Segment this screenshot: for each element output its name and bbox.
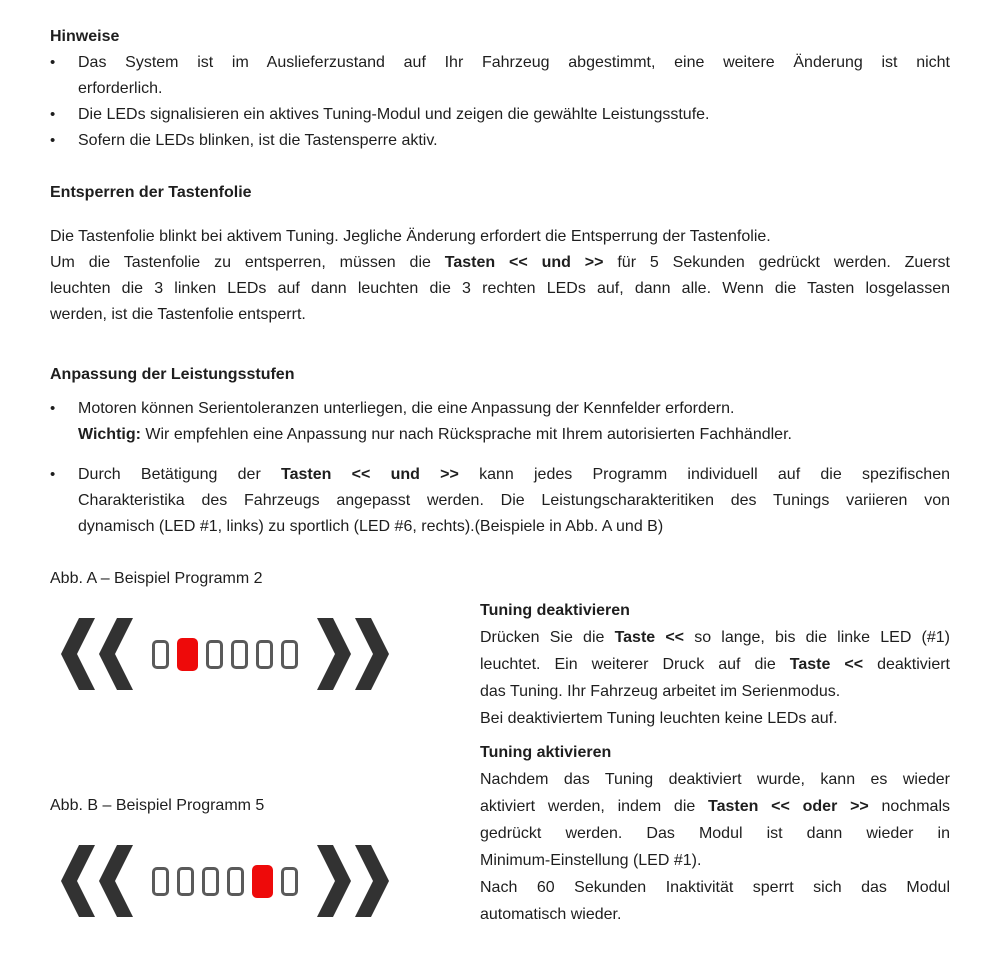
led-inactive xyxy=(202,867,219,896)
section-anpassung xyxy=(50,362,950,540)
anpassung-bullet-list xyxy=(50,396,950,540)
text-line: werden, ist die Tastenfolie entsperrt. xyxy=(50,306,306,323)
text-line: automatisch wieder. xyxy=(480,906,622,923)
section-hinweise xyxy=(50,24,950,154)
text-line: Sofern die LEDs blinken, ist die Tastensperre aktiv. xyxy=(78,132,438,149)
tuning-text-column xyxy=(480,566,950,928)
text-line: Wichtig: Wir empfehlen eine Anpassung nur nach Rücksprache mit Ihrem autorisierten Fachhändler. xyxy=(78,426,792,443)
led-inactive xyxy=(206,640,223,669)
text-line: Drücken Sie die Taste << so lange, bis die linke LED (#1) xyxy=(480,629,950,646)
double-chevron-left-icon xyxy=(60,845,134,917)
list-item-text xyxy=(78,462,950,540)
text-line: Charakteristika des Fahrzeugs angepasst werden. Die Leistungscharakteritiken des Tunings variieren von xyxy=(78,492,950,509)
deaktivieren-note xyxy=(480,705,950,732)
figure-a-led-display xyxy=(60,618,480,690)
list-item xyxy=(50,128,950,154)
figure-b-label: Abb. B – Beispiel Programm 5 xyxy=(50,797,265,814)
text-line: Bei deaktiviertem Tuning leuchten keine LEDs auf. xyxy=(480,710,838,727)
led-active xyxy=(177,638,198,671)
double-chevron-left-icon xyxy=(60,618,134,690)
text-line: Nachdem das Tuning deaktiviert wurde, kann es wieder xyxy=(480,771,950,788)
led-row xyxy=(152,638,298,671)
list-item xyxy=(50,50,950,102)
list-item-text xyxy=(78,128,950,154)
aktivieren-paragraph xyxy=(480,766,950,874)
two-column-area xyxy=(50,566,950,928)
text-line: Motoren können Serientoleranzen unterliegen, die eine Anpassung der Kennfelder erfordern. xyxy=(78,400,735,417)
section-heading-entsperren: Entsperren der Tastenfolie xyxy=(50,184,252,201)
text-line: leuchten die 3 linken LEDs auf dann leuchten die 3 rechten LEDs auf, dann alle. Wenn die Tasten losgelassen xyxy=(50,280,950,297)
list-item-text xyxy=(78,396,950,448)
text-line: gedrückt werden. Das Modul ist dann wieder in xyxy=(480,825,950,842)
text-line: Um die Tastenfolie zu entsperren, müssen die Tasten << und >> für 5 Sekunden gedrückt werden. Zuerst xyxy=(50,254,950,271)
text-line: Die LEDs signalisieren ein aktives Tuning-Modul und zeigen die gewählte Leistungsstufe. xyxy=(78,106,710,123)
figure-a-label: Abb. A – Beispiel Programm 2 xyxy=(50,570,263,587)
text-line: Durch Betätigung der Tasten << und >> kann jedes Programm individuell auf die spezifischen xyxy=(78,466,951,483)
text-line: dynamisch (LED #1, links) zu sportlich (LED #6, rechts).(Beispiele in Abb. A und B) xyxy=(78,518,664,535)
bullet-icon: • xyxy=(50,54,56,71)
bullet-icon: • xyxy=(50,400,56,417)
entsperren-paragraph xyxy=(50,224,950,328)
led-inactive xyxy=(281,640,298,669)
text-line: Die Tastenfolie blinkt bei aktivem Tuning. Jegliche Änderung erfordert die Entsperrung der Tastenfolie. xyxy=(50,228,771,245)
section-heading-anpassung: Anpassung der Leistungsstufen xyxy=(50,366,295,383)
text-line: aktiviert werden, indem die Tasten << oder >> nochmals xyxy=(480,798,951,815)
text-line: das Tuning. Ihr Fahrzeug arbeitet im Serienmodus. xyxy=(480,683,841,700)
list-item-text xyxy=(78,102,950,128)
led-inactive xyxy=(152,867,169,896)
list-item-text xyxy=(78,50,950,102)
section-heading-hinweise: Hinweise xyxy=(50,28,120,45)
led-active xyxy=(252,865,273,898)
bullet-icon: • xyxy=(50,466,56,483)
double-chevron-right-icon xyxy=(316,845,390,917)
led-inactive xyxy=(177,867,194,896)
double-chevron-right-icon xyxy=(316,618,390,690)
figure-b-led-display xyxy=(60,845,480,917)
aktivieren-note xyxy=(480,874,950,928)
heading-tuning-deaktivieren: Tuning deaktivieren xyxy=(480,602,630,619)
text-line: Nach 60 Sekunden Inaktivität sperrt sich das Modul xyxy=(480,879,950,896)
figures-column xyxy=(50,566,480,928)
text-line: leuchtet. Ein weiterer Druck auf die Taste << deaktiviert xyxy=(480,656,950,673)
text-line: Das System ist im Auslieferzustand auf Ihr Fahrzeug abgestimmt, eine weitere Änderung ist nicht xyxy=(78,54,950,71)
section-entsperren xyxy=(50,180,950,328)
list-item xyxy=(50,102,950,128)
led-row xyxy=(152,865,298,898)
led-inactive xyxy=(231,640,248,669)
led-inactive xyxy=(281,867,298,896)
bullet-icon: • xyxy=(50,106,56,123)
heading-tuning-aktivieren: Tuning aktivieren xyxy=(480,744,612,761)
hinweise-bullet-list xyxy=(50,50,950,154)
list-item xyxy=(50,396,950,448)
led-inactive xyxy=(227,867,244,896)
text-line: erforderlich. xyxy=(78,80,163,97)
text-line: Minimum-Einstellung (LED #1). xyxy=(480,852,702,869)
led-inactive xyxy=(256,640,273,669)
bullet-icon: • xyxy=(50,132,56,149)
list-item xyxy=(50,462,950,540)
led-inactive xyxy=(152,640,169,669)
deaktivieren-paragraph xyxy=(480,624,950,705)
